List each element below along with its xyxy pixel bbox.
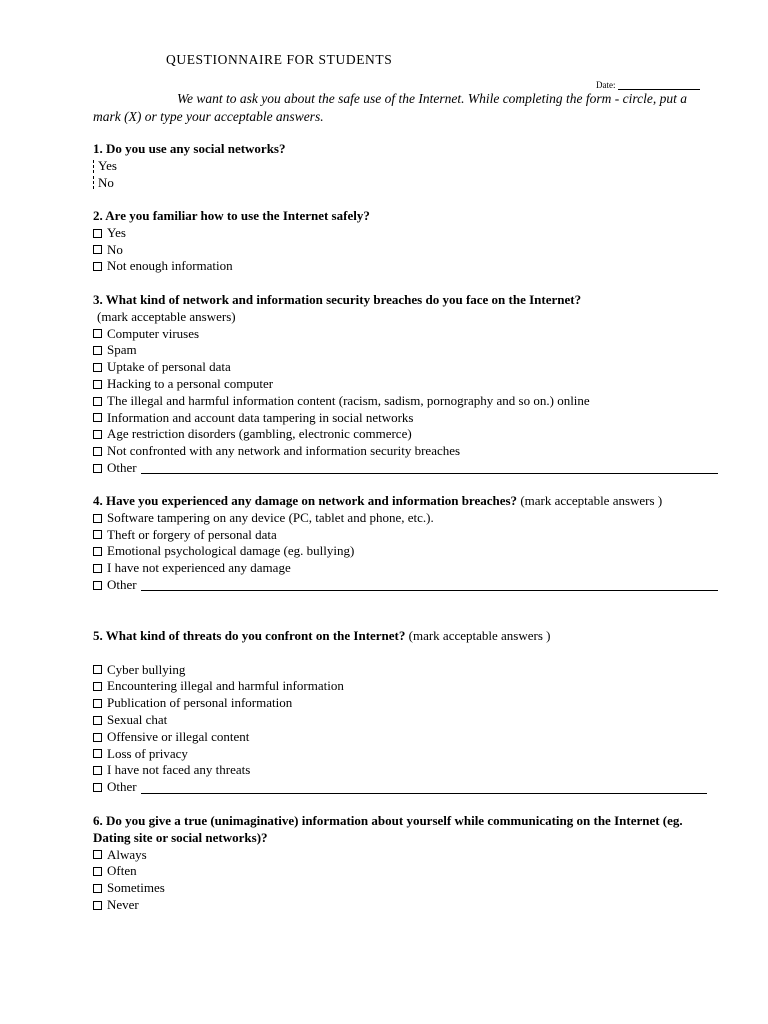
checkbox-icon[interactable]	[93, 867, 102, 876]
question-3-text: 3. What kind of network and information security breaches do you face on the Internet?	[93, 292, 582, 307]
question-2	[93, 208, 718, 275]
option-not-confronted[interactable]	[93, 443, 718, 460]
option-label: No	[98, 174, 114, 190]
option-offensive-content[interactable]	[93, 729, 718, 746]
option-theft-forgery[interactable]	[93, 527, 718, 544]
option-label: Information and account data tampering in social networks	[107, 409, 414, 425]
option-computer-viruses[interactable]	[93, 326, 718, 343]
question-1	[93, 141, 718, 191]
option-cyber-bullying[interactable]	[93, 662, 718, 679]
option-label: Emotional psychological damage (eg. bullying)	[107, 543, 355, 559]
option-hacking[interactable]	[93, 376, 718, 393]
option-yes[interactable]	[93, 225, 718, 242]
option-label: Yes	[98, 157, 117, 173]
option-label: Spam	[107, 342, 137, 358]
option-no-threats[interactable]	[93, 762, 718, 779]
other-answer-line[interactable]	[141, 579, 718, 591]
date-field[interactable]	[596, 80, 700, 90]
checkbox-icon[interactable]	[93, 447, 102, 456]
option-label: Always	[107, 846, 147, 862]
checkbox-icon[interactable]	[93, 329, 102, 338]
checkbox-icon[interactable]	[93, 413, 102, 422]
checkbox-icon[interactable]	[93, 884, 102, 893]
question-1-text: 1. Do you use any social networks?	[93, 141, 286, 156]
option-label: Other	[107, 576, 137, 592]
option-account-tampering[interactable]	[93, 410, 718, 427]
option-label: Age restriction disorders (gambling, electronic commerce)	[107, 426, 412, 442]
question-3	[93, 292, 718, 477]
option-label: The illegal and harmful information content (racism, sadism, pornography and so on.) online	[107, 392, 590, 408]
option-publication-personal-info[interactable]	[93, 695, 718, 712]
other-answer-line[interactable]	[141, 462, 718, 474]
option-no-damage[interactable]	[93, 560, 718, 577]
question-5-text	[93, 628, 718, 645]
option-no[interactable]	[93, 242, 718, 259]
question-3-note: (mark acceptable answers)	[97, 308, 236, 324]
option-label: Loss of privacy	[107, 745, 188, 761]
option-label: Not enough information	[107, 258, 233, 274]
checkbox-icon[interactable]	[93, 850, 102, 859]
option-other[interactable]	[93, 460, 718, 477]
checkbox-icon[interactable]	[93, 766, 102, 775]
option-label: Theft or forgery of personal data	[107, 526, 277, 542]
option-label: Hacking to a personal computer	[107, 375, 274, 391]
checkbox-icon[interactable]	[93, 749, 102, 758]
question-4-note: (mark acceptable answers )	[520, 493, 663, 508]
option-label: Yes	[107, 224, 126, 240]
option-label: Software tampering on any device (PC, tablet and phone, etc.).	[107, 509, 434, 525]
question-6-text: 6. Do you give a true (unimaginative) information about yourself while communicating on the Internet (eg. Dating site or social networks)?	[93, 813, 683, 845]
checkbox-icon[interactable]	[93, 363, 102, 372]
question-6	[93, 813, 718, 914]
option-sometimes[interactable]	[93, 880, 718, 897]
question-4-title: 4. Have you experienced any damage on network and information breaches?	[93, 493, 518, 508]
question-5	[93, 628, 718, 796]
checkbox-icon[interactable]	[93, 346, 102, 355]
option-never[interactable]	[93, 897, 718, 914]
intro-text: We want to ask you about the safe use of the Internet. While completing the form - circle, put a mark (X) or type your acceptable answers.	[93, 91, 688, 124]
option-label: No	[107, 241, 123, 257]
option-label: Encountering illegal and harmful information	[107, 678, 344, 694]
question-4	[93, 493, 718, 594]
checkbox-icon[interactable]	[93, 397, 102, 406]
checkbox-icon[interactable]	[93, 901, 102, 910]
option-label: Not confronted with any network and information security breaches	[107, 443, 461, 459]
date-label: Date:	[596, 80, 616, 90]
checkbox-icon[interactable]	[93, 514, 102, 523]
checkbox-icon[interactable]	[93, 464, 102, 473]
checkbox-icon[interactable]	[93, 581, 102, 590]
checkbox-icon[interactable]	[93, 430, 102, 439]
checkbox-icon[interactable]	[93, 682, 102, 691]
option-not-enough-info[interactable]	[93, 258, 718, 275]
question-2-text: 2. Are you familiar how to use the Internet safely?	[93, 208, 370, 223]
option-other[interactable]	[93, 577, 718, 594]
option-yes[interactable]	[93, 158, 718, 175]
option-label: Other	[107, 779, 137, 795]
option-label: Sexual chat	[107, 711, 168, 727]
option-illegal-info[interactable]	[93, 678, 718, 695]
option-label: Computer viruses	[107, 325, 200, 341]
option-no[interactable]	[93, 175, 718, 192]
page-title: QUESTIONNAIRE FOR STUDENTS	[166, 52, 393, 67]
checkbox-marker[interactable]	[93, 160, 94, 173]
option-sexual-chat[interactable]	[93, 712, 718, 729]
option-software-tampering[interactable]	[93, 510, 718, 527]
checkbox-icon[interactable]	[93, 530, 102, 539]
checkbox-icon[interactable]	[93, 564, 102, 573]
option-other[interactable]	[93, 779, 707, 796]
option-age-restriction[interactable]	[93, 426, 718, 443]
checkbox-icon[interactable]	[93, 783, 102, 792]
checkbox-icon[interactable]	[93, 547, 102, 556]
checkbox-icon[interactable]	[93, 716, 102, 725]
checkbox-icon[interactable]	[93, 665, 102, 674]
option-often[interactable]	[93, 863, 718, 880]
checkbox-icon[interactable]	[93, 733, 102, 742]
option-label: I have not experienced any damage	[107, 560, 291, 576]
checkbox-icon[interactable]	[93, 699, 102, 708]
date-blank[interactable]	[618, 81, 700, 90]
option-label: Cyber bullying	[107, 661, 186, 677]
option-label: Sometimes	[107, 880, 165, 896]
option-loss-of-privacy[interactable]	[93, 746, 718, 763]
other-answer-line[interactable]	[141, 782, 707, 794]
checkbox-icon[interactable]	[93, 229, 102, 238]
option-label: Publication of personal information	[107, 695, 293, 711]
question-5-note: (mark acceptable answers )	[408, 628, 551, 643]
checkbox-icon[interactable]	[93, 245, 102, 254]
option-label: Other	[107, 459, 137, 475]
option-label: Offensive or illegal content	[107, 728, 250, 744]
option-label: I have not faced any threats	[107, 762, 251, 778]
checkbox-icon[interactable]	[93, 262, 102, 271]
question-5-title: 5. What kind of threats do you confront on the Internet?	[93, 628, 406, 643]
option-emotional-damage[interactable]	[93, 543, 718, 560]
option-label: Uptake of personal data	[107, 359, 231, 375]
option-label: Never	[107, 896, 139, 912]
option-spam[interactable]	[93, 342, 718, 359]
option-always[interactable]	[93, 847, 718, 864]
question-4-text	[93, 493, 718, 510]
checkbox-icon[interactable]	[93, 380, 102, 389]
option-illegal-content[interactable]	[93, 393, 718, 410]
option-label: Often	[107, 863, 137, 879]
option-uptake-personal-data[interactable]	[93, 359, 718, 376]
checkbox-marker[interactable]	[93, 176, 94, 189]
